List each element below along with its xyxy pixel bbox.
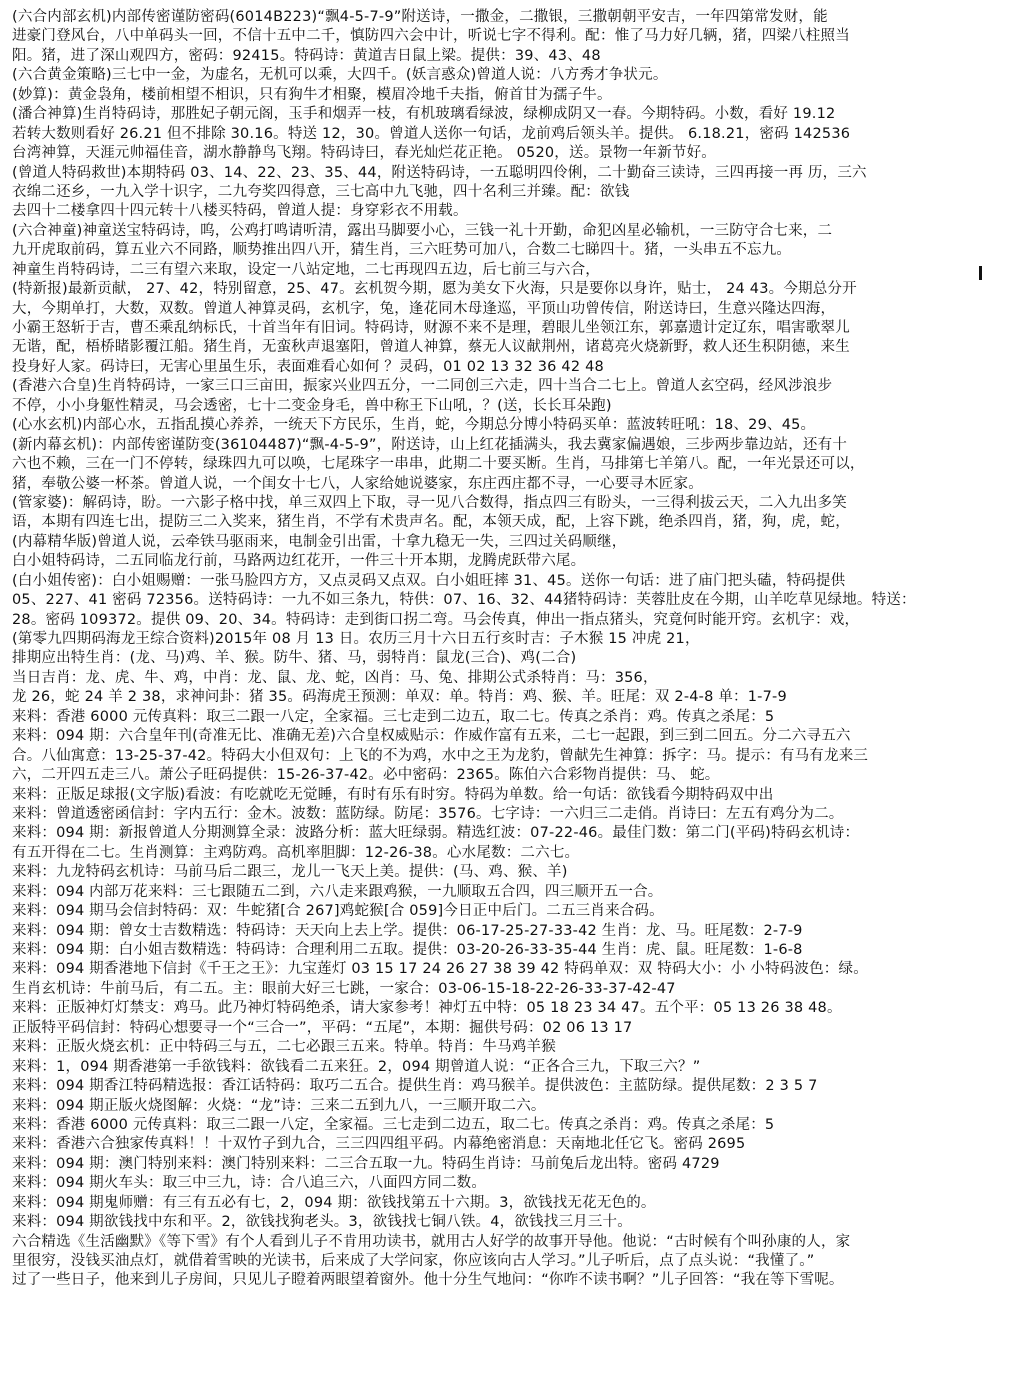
text-line: 去四十二楼拿四十四元转十八楼买特码，曾道人提：身穿彩衣不用载。 <box>12 203 468 220</box>
text-line: 白小姐特码诗，二五同临龙行前，马路两边红花开，一件三十开本期，龙腾虎跃带六尾。 <box>12 553 586 570</box>
text-line: 龙 26，蛇 24 羊 2 38，求神问卦：猪 35。码海虎王预测：单双：单。特肖：鸡、猴、羊。旺尾：双 2-4-8 单：1-7-9 <box>12 689 787 706</box>
text-line: 大，今期单打，大数，双数。曾道人神算灵码，玄机字，兔，逢花同木母逢巡，平顶山功曾传信，附送诗曰，生意兴隆达四海， <box>12 300 836 317</box>
text-line: 当日吉肖：龙、虎、牛、鸡，中肖：龙、鼠、龙、蛇，凶肖：马、兔、排期公式杀特肖：马：356， <box>12 669 658 686</box>
text-line: 衣绵二还乡，一九入学十识字，二九夸奖四得意，三七高中九飞驰，四十名利三并臻。配：欲钱 <box>12 183 630 200</box>
text-line: 过了一些日子，他来到儿子房间，只见儿子瞪着两眼望着窗外。他十分生气地问：“你咋不读书啊？”儿子回答：“我在等下雪呢。 <box>12 1272 844 1289</box>
text-line: 05、227、41 密码 72356。送特码诗：一九不如三条九，特供：07、16、32、44猪特码诗：芙蓉肚皮在今期，山羊吃草见绿地。特送： <box>12 592 916 609</box>
margin-mark <box>979 266 982 280</box>
text-line: 不停，小小身躯性精灵，马会透密，七十二变金身毛，兽中称王下山吼，？(送，长长耳朵跑) <box>12 397 612 414</box>
text-line: 来料：094 期香港地下信封《千王之王》：九宝莲灯 03 15 17 24 26 27 38 39 42 特码单双：双 特码大小：小 小特码波色：绿。 <box>12 961 868 978</box>
text-line: 六合精选《生活幽默》《等下雪》有个人看到儿子不肯用功读书，就用古人好学的故事开导他。他说：“古时候有个叫孙康的人，家 <box>12 1233 851 1250</box>
text-line: 来料：正版火烧玄机：正中特码三与五，二七必跟三五来。特单。特肖：牛马鸡羊猴 <box>12 1039 556 1056</box>
text-line: 来料：094 期欲钱找中东和平。2，欲钱找狗老头。3，欲钱找七铜八铁。4，欲钱找三月三十。 <box>12 1214 632 1231</box>
document-page <box>12 8 1012 1380</box>
text-line: 排期应出特生肖：(龙、马)鸡、羊、猴。防牛、猪、马，弱特肖：鼠龙(三合)、鸡(二合) <box>12 650 577 667</box>
text-line: 来料：094 期马会信封特码：双：牛蛇猪[合 267]鸡蛇猴[合 059]今日正中后门。二五三肖来合码。 <box>12 903 664 920</box>
text-line: (第零九四期码海龙王综合资料)2015年 08 月 13 日。农历三月十六日五行亥时吉：子木猴 15 冲虎 21， <box>12 631 700 647</box>
text-line: (六合神童)神童送宝特码诗，呜，公鸡打鸣请听清，露出马脚要小心，三钱一礼十开勤，命犯凶星必输机，一三防守合七来，二 <box>12 222 833 239</box>
text-line: 小霸王怒斩于吉，曹丕乘乱纳标氏，十首当年有旧词。特码诗，财源不来不是理，碧眼儿坐领江东，郭嘉遗计定辽东，唱害歌翠儿 <box>12 320 850 336</box>
text-line: 来料：香港 6000 元传真料：取三二跟一八定，全家福。三七走到二边五，取二七。传真之杀肖：鸡。传真之杀尾：5 <box>12 708 775 725</box>
text-line: 若转大数则看好 26.21 但不排除 30.16。特送 12，30。曾道人送你一句话，龙前鸡后领头羊。提供。 6.18.21，密码 142536 <box>12 125 851 142</box>
text-line: 来料：094 期：六合皇年刊(奇准无比、准确无差)六合皇权威贴示：作威作富有五来，二七一起跟，到三到二回五。分二六寻五六 <box>12 728 851 745</box>
text-line: 生肖玄机诗：牛前马后，有二五。主：眼前大好三七跳，一家合：03-06-15-18-22-26-33-37-42-47 <box>12 980 676 997</box>
text-line: 来料：094 期：曾女士吉数精选：特码诗：天天向上去上学。提供：06-17-25-27-33-42 生肖：龙、马。旺尾数：2-7-9 <box>12 922 803 939</box>
text-line: 阳。猪，进了深山观四方，密码：92415。特码诗：黄道吉日鼠上梁。提供：39、43、48 <box>12 47 601 64</box>
text-body <box>12 8 1012 1291</box>
text-line: (六合黄金策略)三七中一金，为虚名，无机可以乘，大四千。(妖言惑众)曾道人说：八方秀才争状元。 <box>12 67 668 84</box>
text-line: (妙算)：黄金袅角，楼前相望不相识，只有狗牛才相聚，模眉冷地千夫指，俯首甘为孺子牛。 <box>12 86 612 103</box>
text-line: 六也不赖，三在一门不停转，绿珠四九可以唤，七尾珠字一串串，此期二十要买断。生肖，马排第七羊第八。配，一年光景还可以， <box>12 456 865 473</box>
text-line: (六合内部玄机)内部传密谨防密码(6014B223)“飘4-5-7-9”附送诗，一撒金，二撒银，三撒朝朝平安吉，一年四第常发财，能 <box>12 9 828 25</box>
text-line: (曾道人特码救世)本期特码 03、14、22、23、35、44，附送特码诗，一五聪明四伶俐，二十勤奋三读诗，三四再接一再 历，三六 <box>12 164 867 181</box>
text-line: (潘合神算)生肖特码诗，那胜妃子朝元阁，玉手和烟弄一枝，有机玻璃看绿波，绿柳成阴又一春。今期特码。小数，看好 19.12 <box>12 106 836 123</box>
text-line: (心水玄机)内部心水，五指乱摸心养养，一统天下方民乐，生肖，蛇，今期总分博小特码买单：蓝波转旺吼：18、29、45。 <box>12 417 816 434</box>
text-line: 来料：094 期正版火烧图解：火烧：“龙”诗：三来二五到九八，一三顺开取二六。 <box>12 1097 546 1114</box>
text-line: 来料：1，094 期香港第一手欲钱料：欲钱看二五来狂。2，094 期曾道人说：“正各合三九，下取三六？” <box>12 1058 701 1075</box>
text-line: (新内幕玄机)：内部传密谨防变(36104487)“飘-4-5-9”，附送诗，山上红花插满头，我去冀家偏遇娘，三步两步靠边站，还有十 <box>12 436 848 453</box>
text-line: 来料：正版足球报(文字版)看波：有吃就吃无觉睡，有时有乐有时穷。特码为单数。给一句话：欲钱看今期特码双中出 <box>12 786 774 803</box>
text-line: 合。八仙寓意：13-25-37-42。特码大小但双句：上飞的不为鸡，水中之王为龙豹，曾献先生神算：拆字：马。提示：有马有龙来三 <box>12 747 869 764</box>
text-line: 来料：094 期鬼师赠：有三有五必有七，2，094 期：欲钱找第五十六期。3，欲钱找无花无色的。 <box>12 1194 656 1211</box>
text-line: (内幕精华版)曾道人说，云牵铁马驱雨来，电制金引出雷，十拿九稳无一失，三四过关码顺继， <box>12 533 627 550</box>
text-line: 来料：正版神灯灯禁支：鸡马。此乃神灯特码绝杀，请大家参考！神灯五中特：05 18 23 34 47。五个平：05 13 26 38 48。 <box>12 1000 842 1017</box>
text-line: 来料：九龙特码玄机诗：马前马后二跟三，龙儿一飞天上美。提供：(马、鸡、猴、羊) <box>12 864 568 881</box>
text-line: 猪，奉敬公婆一杯茶。曾道人说，一个闺女十七八，人家给她说婆家，东庄西庄都不寻，一心要寻木匠家。 <box>12 475 703 492</box>
text-line: 台湾神算，天涯元帅福佳音，湖水静静鸟飞翔。特码诗曰，春光灿烂花正艳。 0520，送。景物一年新节好。 <box>12 145 717 162</box>
text-line: 来料：094 期：白小姐吉数精选：特码诗：合理利用二五取。提供：03-20-26-33-35-44 生肖：虎、鼠。旺尾数：1-6-8 <box>12 942 803 958</box>
text-line: 里很穷，没钱买油点灯，就借着雪映的光读书，后来成了大学问家，你应该向古人学习。”儿子听后，点了点头说：“我懂了。” <box>12 1253 815 1269</box>
text-line: 来料：香港 6000 元传真料：取三二跟一八定，全家福。三七走到二边五，取二七。传真之杀肖：鸡。传真之杀尾：5 <box>12 1116 775 1133</box>
text-line: 来料：094 期香江特码精选报：香江话特码：取巧二五合。提供生肖：鸡马猴羊。提供波色：主蓝防绿。提供尾数：2 3 5 7 <box>12 1078 818 1095</box>
text-line: 无谐，配，梧桥睹影覆江船。猪生肖，无蛮秋声退塞阳，曾道人神算，蔡无人议献荆州，诸葛亮火烧新野，救人还生积阴德，来生 <box>12 339 850 356</box>
text-line: 28。密码 109372。提供 09、20、34。特码诗：走到街口拐二弯。马会传真，伸出一指点猪头，究竟何时能开窍。玄机字：戏， <box>12 611 860 628</box>
text-line: 来料：094 期火车头：取三中三九，诗：合八追三六，八面四方同二数。 <box>12 1175 487 1192</box>
text-line: 进豪门登风台，八中单码头一回，不信十五中二千，慎防四六会中计，听说七字不得利。配：惟了马力好几辆，猪，四梁八柱照当 <box>12 28 850 45</box>
text-line: 投身好人家。码诗曰，无害心里虽生乐，表面难看心如何 ？灵码，01 02 13 32 36 42 48 <box>12 358 604 375</box>
text-line: 来料：094 期：澳门特别来料：澳门特别来料：二三合五取一九。特码生肖诗：马前兔后龙出特。密码 4729 <box>12 1155 720 1172</box>
text-line: 六，二开四五走三八。萧公子旺码提供：15-26-37-42。必中密码：2365。陈伯六合彩物肖提供：马、 蛇。 <box>12 767 720 784</box>
text-line: 来料：曾道透密函信封：字内五行：金木。波数：蓝防绿。防尾：3576。七字诗：一六归三二走俏。肖诗曰：左五有鸡分为二。 <box>12 805 844 822</box>
text-line: 来料：094 内部万花来料：三七跟随五二到，六八走来跟鸡猴，一九顺取五合四，四三顺开五一合。 <box>12 883 663 900</box>
text-line: 有五开得在二七。生肖测算：主鸡防鸡。高机率胆脚：12-26-38。心水尾数：二六七。 <box>12 844 580 861</box>
text-line: 来料：094 期：新报曾道人分期测算全录：波路分析：蓝大旺绿弱。精选红波：07-22-46。最佳门数：第二门(平码)特码玄机诗： <box>12 825 860 842</box>
text-line: (香港六合皇)生肖特码诗，一家三口三亩田，振家兴业四五分，一二同创三六走，四十当合二七上。曾道人玄空码，经风涉浪步 <box>12 378 833 395</box>
text-line: 来料：香港六合独家传真料！！十双竹子到九合，三三四四组平码。内幕绝密消息：天南地北任它飞。密码 2695 <box>12 1136 746 1153</box>
text-line: (特新报)最新贡献， 27、42，特别留意，25、47。玄机贺今期，愿为美女下火海，只是要你以身许，贴士， 24 43。今期总分开 <box>12 281 857 298</box>
text-line: 正版特平码信封：特码心想要寻一个“三合一”，平码：“五尾”，本期：掘供号码：02 06 13 17 <box>12 1019 633 1036</box>
text-line: (白小姐传密)：白小姐赐赠：一张马脸四方方，又点灵码又点双。白小姐旺摔 31、45。送你一句话：进了庙门把头磕，特码提供 <box>12 572 846 589</box>
text-line: 神童生肖特码诗，二三有望六来取，设定一八站定地，二七再现四五边，后七前三与六合， <box>12 261 600 278</box>
text-line: 九开虎取前码，算五业六不同路，顺势推出四八开，猜生肖，三六旺势可加八，合数二七睇四十。猪，一头串五不忘九。 <box>12 242 792 259</box>
text-line: 语，本期有四连七出，提防三二入奖来，猪生肖，不学有术贵声名。配，本领天成，配，上容下跳，绝杀四肖，猪，狗，虎，蛇， <box>12 514 850 531</box>
text-line: (管家婆)：解码诗，盼。一六影子格中找，单三双四上下取，寻一见八合数得，指点四三有盼头，一三得利拔云天，二入九出多笑 <box>12 494 847 511</box>
